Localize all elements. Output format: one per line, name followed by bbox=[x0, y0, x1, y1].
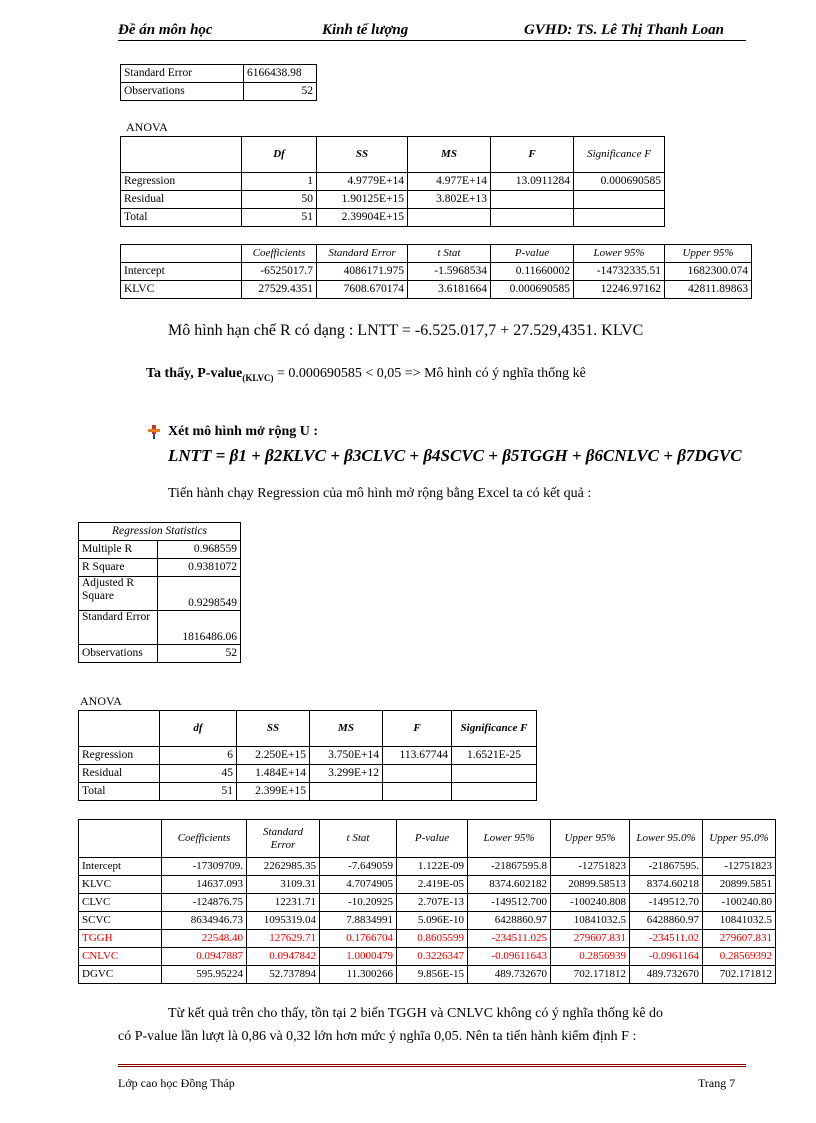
table-row: Intercept -17309709. 2262985.35 -7.649059 1.122E-09 -21867595.8 -12751823 -21867595. -12751823 bbox=[79, 858, 776, 876]
table-row: Multiple R 0.968559 bbox=[79, 541, 241, 559]
table-row: SCVC 8634946.73 1095319.04 7.8834991 5.096E-10 6428860.97 10841032.5 6428860.97 10841032.5 bbox=[79, 912, 776, 930]
table-row: Total 51 2.39904E+15 bbox=[121, 209, 665, 227]
pvalue-subscript: (KLVC) bbox=[242, 372, 274, 383]
table-row: Observations 52 bbox=[79, 645, 241, 663]
regression-stats-table bbox=[78, 522, 241, 663]
table-row: KLVC 14637.093 3109.31 4.7074905 2.419E-05 8374.602182 20899.58513 8374.60218 20899.5851 bbox=[79, 876, 776, 894]
table-header-row: Coefficients Standard Error t Stat P-value Lower 95% Upper 95% bbox=[121, 245, 752, 263]
header-rule bbox=[118, 40, 746, 41]
table-row: Total 51 2.399E+15 bbox=[79, 783, 537, 801]
table-row: R Square 0.9381072 bbox=[79, 559, 241, 577]
anova1-table bbox=[120, 136, 665, 227]
footer-rule bbox=[118, 1064, 746, 1067]
table-row: DGVC 595.95224 52.737894 11.300266 9.856E-15 489.732670 702.171812 489.732670 702.171812 bbox=[79, 966, 776, 984]
table-header-row: Coefficients Standard Error t Stat P-value Lower 95% Upper 95% Lower 95.0% Upper 95.0% bbox=[79, 820, 776, 858]
header-left: Đề án môn học bbox=[118, 22, 213, 38]
table-row: Residual 45 1.484E+14 3.299E+12 bbox=[79, 765, 537, 783]
pin-icon bbox=[146, 424, 162, 445]
header-center: Kinh tế lượng bbox=[322, 22, 409, 38]
table-row: Regression 1 4.9779E+14 4.977E+14 13.0911284 0.000690585 bbox=[121, 173, 665, 191]
anova1-label: ANOVA bbox=[126, 120, 168, 134]
table-header-row: df SS MS F Significance F bbox=[79, 711, 537, 747]
footer-left: Lớp cao học Đồng Tháp bbox=[118, 1076, 235, 1090]
section-u-intro: Tiến hành chạy Regression của mô hình mở rộng bằng Excel ta có kết quả : bbox=[168, 486, 592, 501]
table-row: Standard Error 1816486.06 bbox=[79, 611, 241, 645]
conclusion-line-2: có P-value lần lượt là 0,86 và 0,32 lớn hơn mức ý nghĩa 0,05. Nên ta tiến hành kiểm định F : bbox=[118, 1029, 637, 1044]
conclusion-line-1: Từ kết quả trên cho thấy, tồn tại 2 biến TGGH và CNLVC không có ý nghĩa thống kê do bbox=[168, 1006, 664, 1021]
footer-page-number: Trang 7 bbox=[698, 1076, 736, 1090]
table-row-highlighted: CNLVC 0.0947887 0.0947842 1.0000479 0.3226347 -0.09611643 0.2856939 -0.0961164 0.28569392 bbox=[79, 948, 776, 966]
pvalue-lead: Ta thấy, P-value bbox=[146, 366, 243, 381]
anova2-label: ANOVA bbox=[80, 694, 122, 708]
table-row: KLVC 27529.4351 7608.670174 3.6181664 0.000690585 12246.97162 42811.89863 bbox=[121, 281, 752, 299]
pvalue-rest: = 0.000690585 < 0,05 => Mô hình có ý nghĩa thống kê bbox=[273, 366, 586, 381]
anova2-table bbox=[78, 710, 537, 801]
coef2-table bbox=[78, 819, 776, 984]
table-header-row: Regression Statistics bbox=[79, 523, 241, 541]
table-row: Regression 6 2.250E+15 3.750E+14 113.67744 1.6521E-25 bbox=[79, 747, 537, 765]
table-row: Adjusted R Square 0.9298549 bbox=[79, 577, 241, 611]
model-u-formula: LNTT = β1 + β2KLVC + β3CLVC + β4SCVC + β5TGGH + β6CNLVC + β7DGVC bbox=[168, 446, 742, 465]
table-row: Intercept -6525017.7 4086171.975 -1.5968534 0.11660002 -14732335.51 1682300.074 bbox=[121, 263, 752, 281]
top-stats-table bbox=[120, 64, 317, 101]
pvalue-line bbox=[146, 366, 586, 383]
section-u-title: Xét mô hình mở rộng U : bbox=[168, 424, 319, 439]
coef1-table bbox=[120, 244, 752, 299]
table-row: Residual 50 1.90125E+15 3.802E+13 bbox=[121, 191, 665, 209]
table-header-row: Df SS MS F Significance F bbox=[121, 137, 665, 173]
model-r-equation: Mô hình hạn chế R có dạng : LNTT = -6.525.017,7 + 27.529,4351. KLVC bbox=[168, 322, 644, 339]
table-row-highlighted: TGGH 22548.40 127629.71 0.1766704 0.8605599 -234511.025 279607.831 -234511.02 279607.831 bbox=[79, 930, 776, 948]
table-row: Standard Error 6166438.98 bbox=[121, 65, 317, 83]
table-row: CLVC -124876.75 12231.71 -10.20925 2.707E-13 -149512.700 -100240.808 -149512.70 -100240.80 bbox=[79, 894, 776, 912]
header-right: GVHD: TS. Lê Thị Thanh Loan bbox=[524, 22, 725, 38]
table-row: Observations 52 bbox=[121, 83, 317, 101]
